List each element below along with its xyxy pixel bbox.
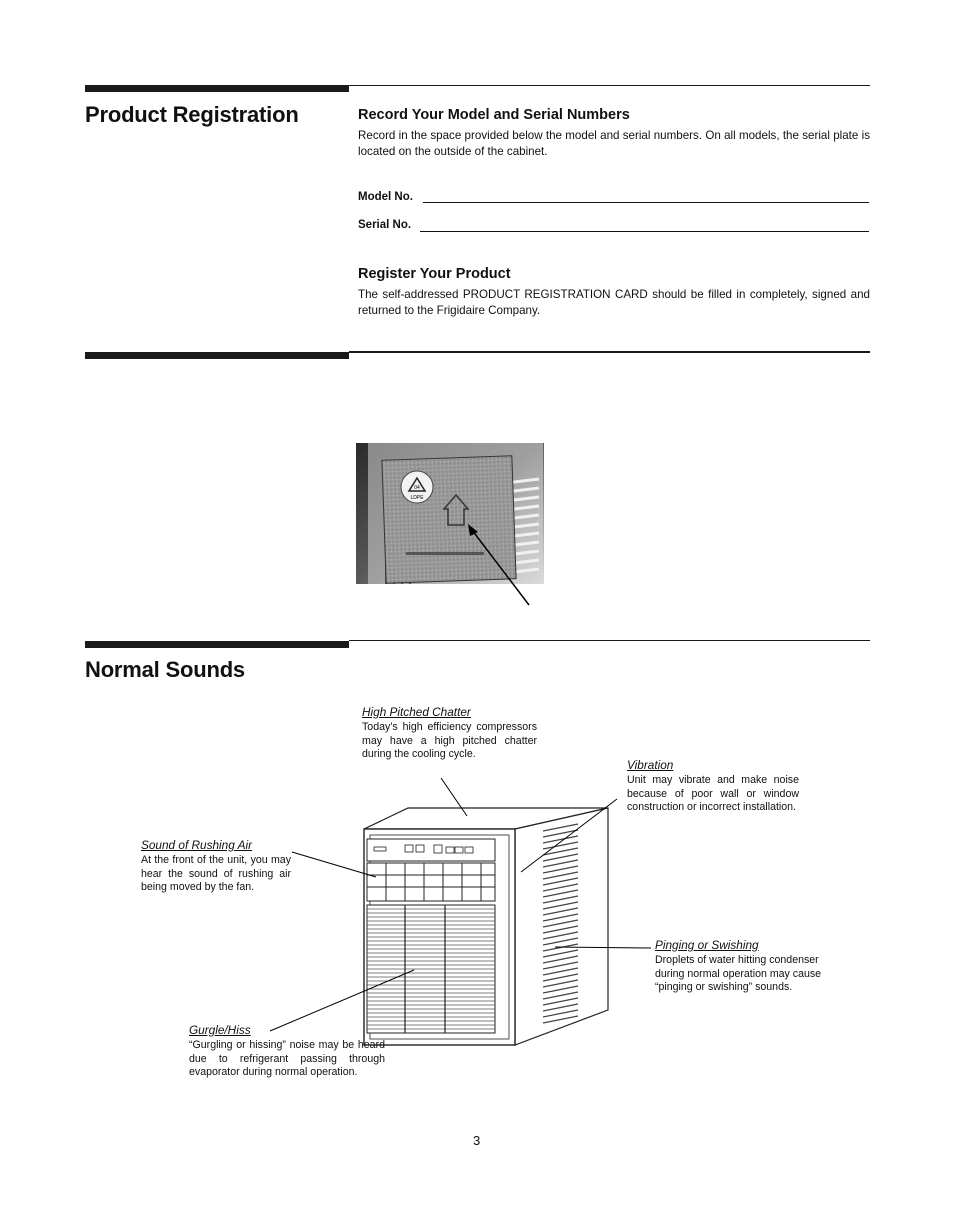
callout-text: Droplets of water hitting condenser during normal operation may cause “pinging or swishing” sounds. <box>655 954 822 993</box>
register-text: The self-addressed PRODUCT REGISTRATION CARD should be filled in completely, signed and returned to the Frigidaire Company. <box>358 288 870 317</box>
normal-sounds-title: Normal Sounds <box>85 657 245 682</box>
recycle-code: 04 <box>414 485 420 491</box>
page-number: 3 <box>473 1133 481 1148</box>
callout-text: At the front of the unit, you may hear the sound of rushing air being moved by the fan. <box>141 854 291 893</box>
callout-rushing-air <box>141 838 291 895</box>
record-text: Record in the space provided below the model and serial numbers. On all models, the serial plate is located on the outside of the cabinet. <box>358 129 870 158</box>
callout-title: Vibration <box>627 758 674 772</box>
callout-text: Unit may vibrate and make noise because of poor wall or window construction or incorrect installation. <box>627 774 799 813</box>
serial-label: Serial No. <box>358 219 412 231</box>
callout-pinging-swishing <box>655 938 825 995</box>
callout-vibration <box>627 758 799 815</box>
model-label: Model No. <box>358 191 413 203</box>
callout-gurgle-hiss <box>189 1023 385 1080</box>
recycle-material: LDPE <box>410 495 424 501</box>
callout-title: Pinging or Swishing <box>655 938 759 952</box>
register-heading: Register Your Product <box>358 266 511 282</box>
record-heading: Record Your Model and Serial Numbers <box>358 107 630 123</box>
registration-title: Product Registration <box>85 102 299 127</box>
callout-title: Gurgle/Hiss <box>189 1023 251 1037</box>
callout-title: Sound of Rushing Air <box>141 838 253 852</box>
callout-title: High Pitched Chatter <box>362 705 471 719</box>
callout-text: “Gurgling or hissing” noise may be heard due to refrigerant passing through evaporator during normal operation. <box>189 1039 385 1078</box>
callout-text: Today’s high efficiency compressors may have a high pitched chatter during the cooling cycle. <box>362 721 537 760</box>
callout-high-pitched-chatter <box>362 705 537 762</box>
